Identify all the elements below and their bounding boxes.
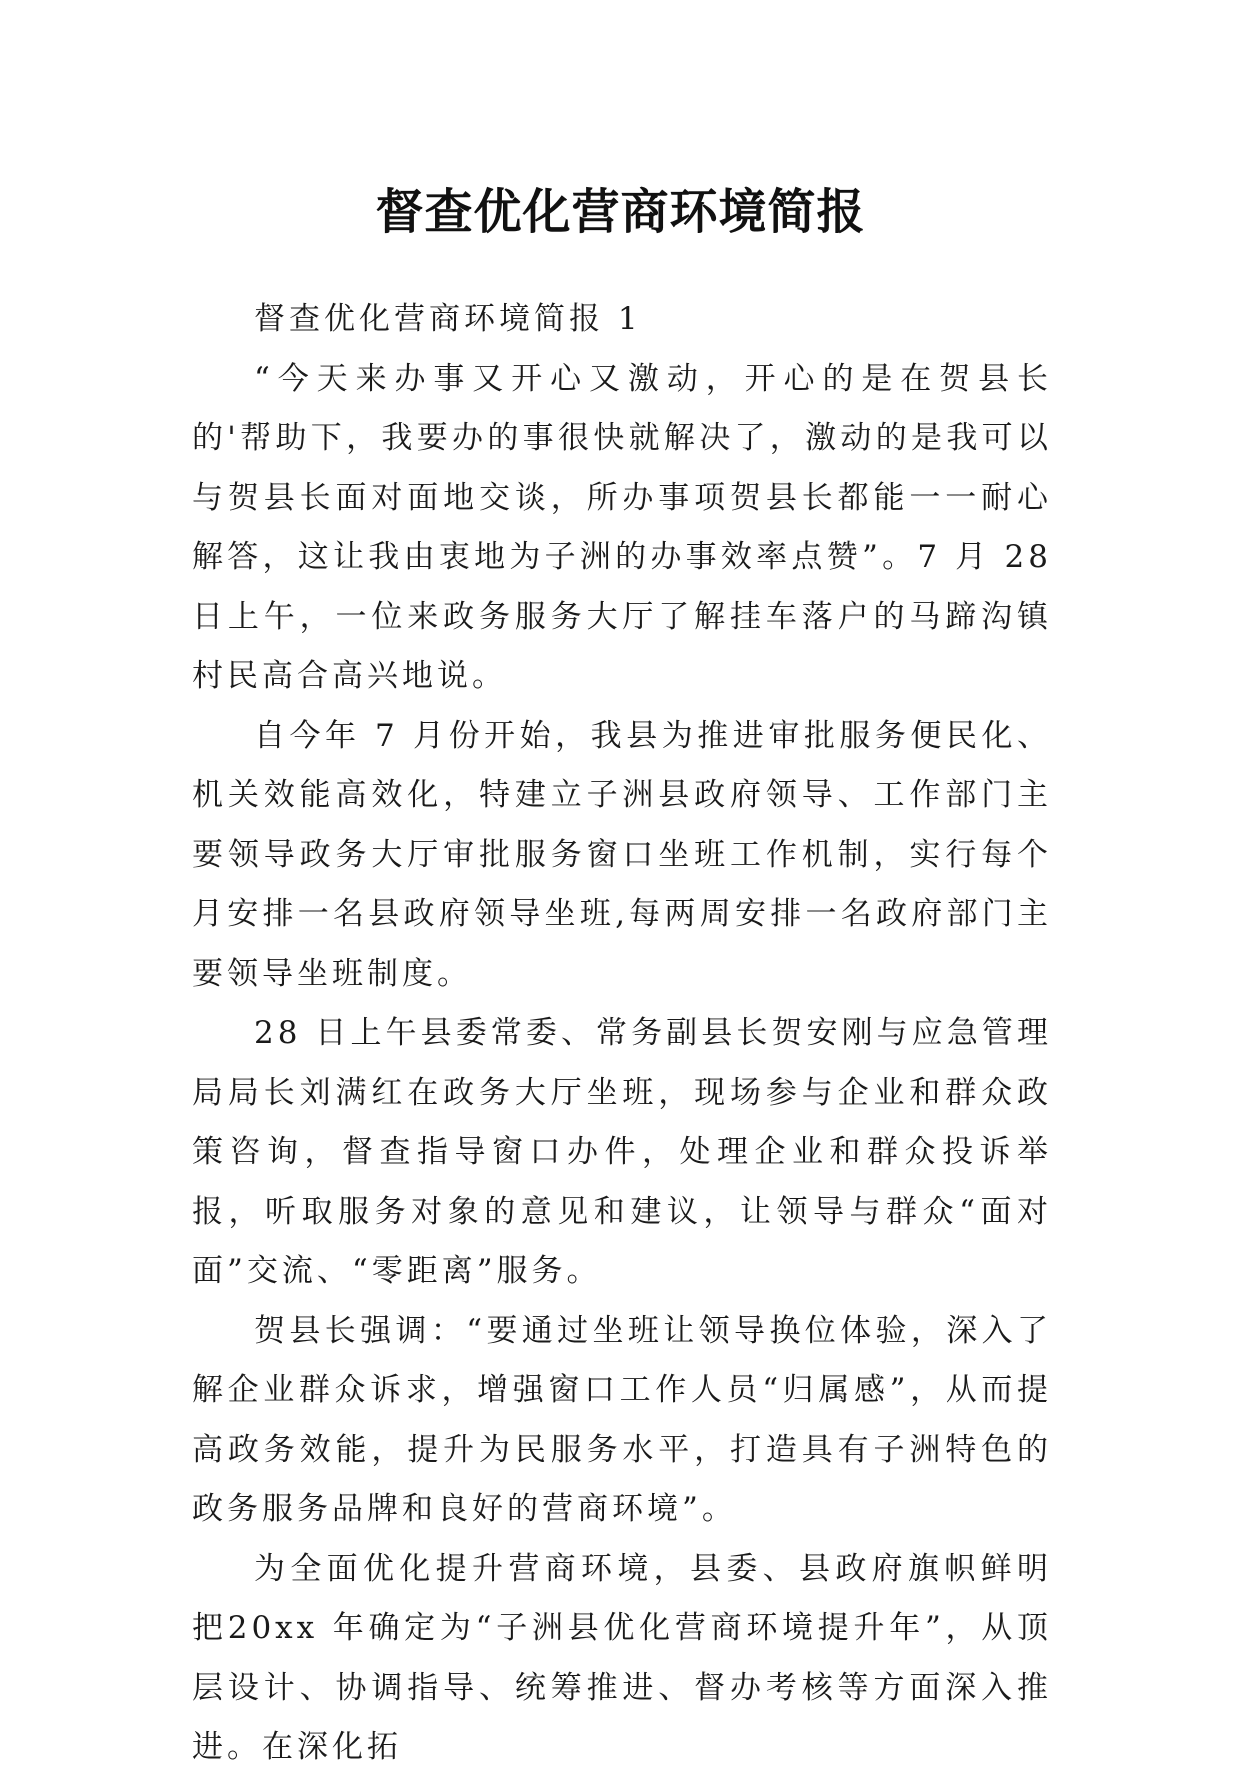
document-body <box>192 290 1052 1778</box>
paragraph-emphasis: 贺县长强调：“要通过坐班让领导换位体验，深入了解企业群众诉求，增强窗口工作人员“归属感”，从而提高政务效能，提升为民服务水平，打造具有子洲特色的政务服务品牌和良好的营商环境”。 <box>192 1312 1052 1527</box>
paragraph-mechanism: 自今年 7 月份开始，我县为推进审批服务便民化、机关效能高效化，特建立子洲县政府领导、工作部门主要领导政务大厅审批服务窗口坐班工作机制，实行每个月安排一名县政府领导坐班,每两周安排一名政府部门主要领导坐班制度。 <box>192 717 1052 992</box>
paragraph-subtitle: 督查优化营商环境简报 1 <box>254 301 642 337</box>
paragraph-quote: “今天来办事又开心又激动，开心的是在贺县长的'帮助下，我要办的事很快就解决了，激动的是我可以与贺县长面对面地交谈，所办事项贺县长都能一一耐心解答，这让我由衷地为子洲的办事效率点赞”。7 月 28 日上午，一位来政务服务大厅了解挂车落户的马蹄沟镇村民高合高兴地说。 <box>192 360 1052 694</box>
document-title: 督查优化营商环境简报 <box>375 184 866 241</box>
paragraph-duty: 28 日上午县委常委、常务副县长贺安刚与应急管理局局长刘满红在政务大厅坐班，现场参与企业和群众政策咨询，督查指导窗口办件，处理企业和群众投诉举报，听取服务对象的意见和建议，让领导与群众“面对面”交流、“零距离”服务。 <box>192 1015 1052 1289</box>
paragraph-optimization: 为全面优化提升营商环境，县委、县政府旗帜鲜明把20xx 年确定为“子洲县优化营商环境提升年”，从顶层设计、协调指导、统筹推进、督办考核等方面深入推进。在深化拓 <box>192 1550 1052 1765</box>
